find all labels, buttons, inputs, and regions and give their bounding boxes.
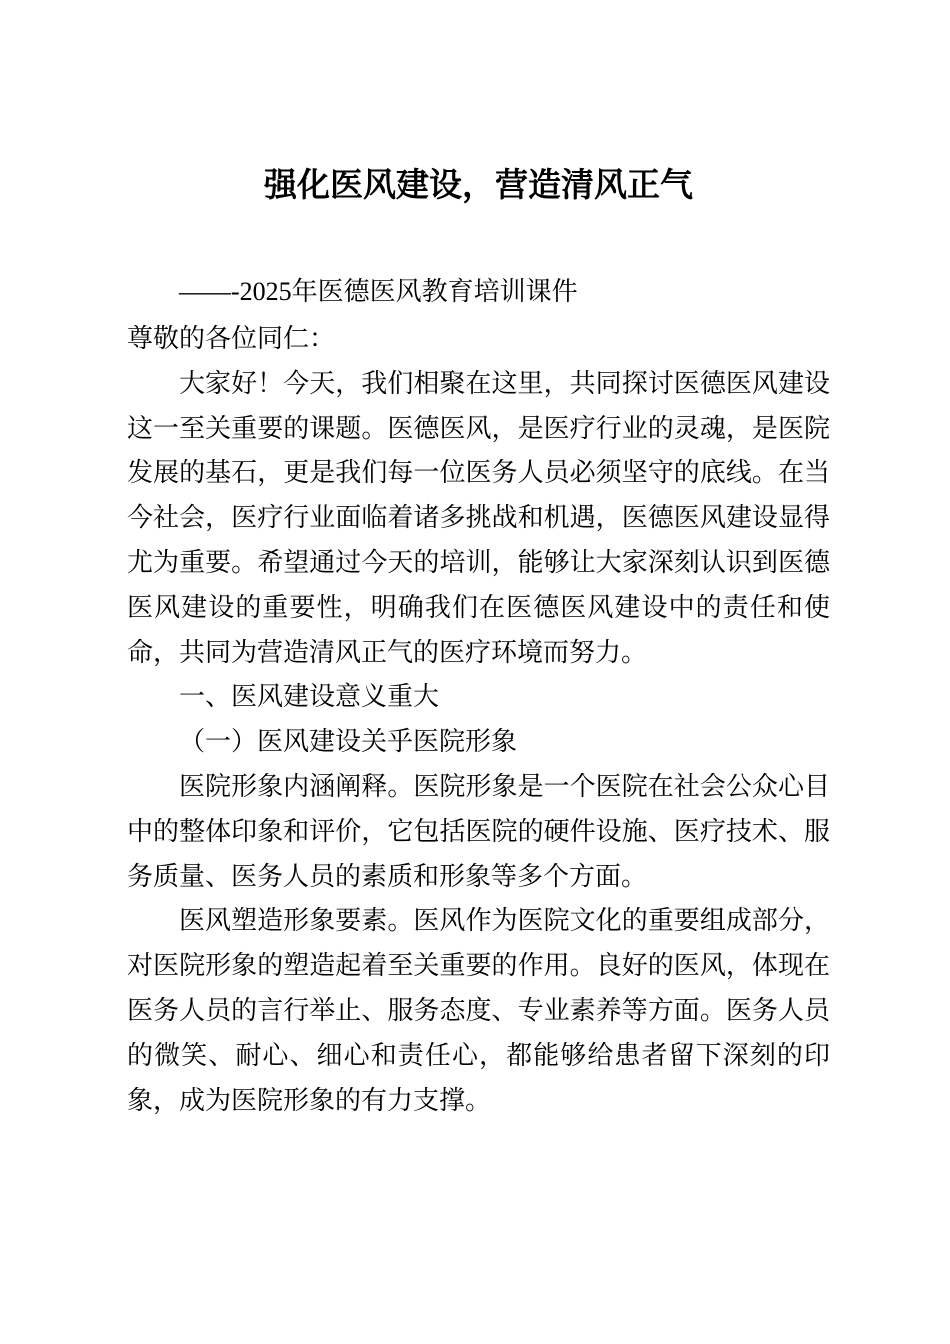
text-line: 中的整体印象和评价，它包括医院的硬件设施、医疗技术、服 xyxy=(127,816,830,846)
heading-line: 一、医风建设意义重大 xyxy=(179,682,440,712)
text-line: 象，成为医院形象的有力支撑。 xyxy=(127,1085,492,1115)
text-line: 医院形象内涵阐释。医院形象是一个医院在社会公众心目 xyxy=(179,771,830,801)
text-line: 发展的基石，更是我们每一位医务人员必须坚守的底线。在当 xyxy=(127,458,830,488)
text-line: 大家好！今天，我们相聚在这里，共同探讨医德医风建设 xyxy=(179,368,830,398)
text-line: 务质量、医务人员的素质和形象等多个方面。 xyxy=(127,861,648,891)
text-line: 命，共同为营造清风正气的医疗环境而努力。 xyxy=(127,637,648,667)
text-line: 医风塑造形象要素。医风作为医院文化的重要组成部分， xyxy=(179,906,830,936)
text-line: 对医院形象的塑造起着至关重要的作用。良好的医风，体现在 xyxy=(127,951,830,981)
text-line: 这一至关重要的课题。医德医风，是医疗行业的灵魂，是医院 xyxy=(127,413,830,443)
document-title: 强化医风建设，营造清风正气 xyxy=(264,168,693,204)
text-line: 医风建设的重要性，明确我们在医德医风建设中的责任和使 xyxy=(127,592,830,622)
document-subtitle: ——-2025年医德医风教育培训课件 xyxy=(179,277,578,306)
document-body xyxy=(127,317,830,1123)
text-line: 的微笑、耐心、细心和责任心，都能够给患者留下深刻的印 xyxy=(127,1040,830,1070)
text-line: 尤为重要。希望通过今天的培训，能够让大家深刻认识到医德 xyxy=(127,547,830,577)
document-content xyxy=(127,0,830,1123)
salutation-line: 尊敬的各位同仁： xyxy=(127,324,336,353)
text-line: 医务人员的言行举止、服务态度、专业素养等方面。医务人员 xyxy=(127,995,830,1025)
subheading-line: （一）医风建设关乎医院形象 xyxy=(179,727,518,757)
text-line: 今社会，医疗行业面临着诸多挑战和机遇，医德医风建设显得 xyxy=(127,503,830,533)
